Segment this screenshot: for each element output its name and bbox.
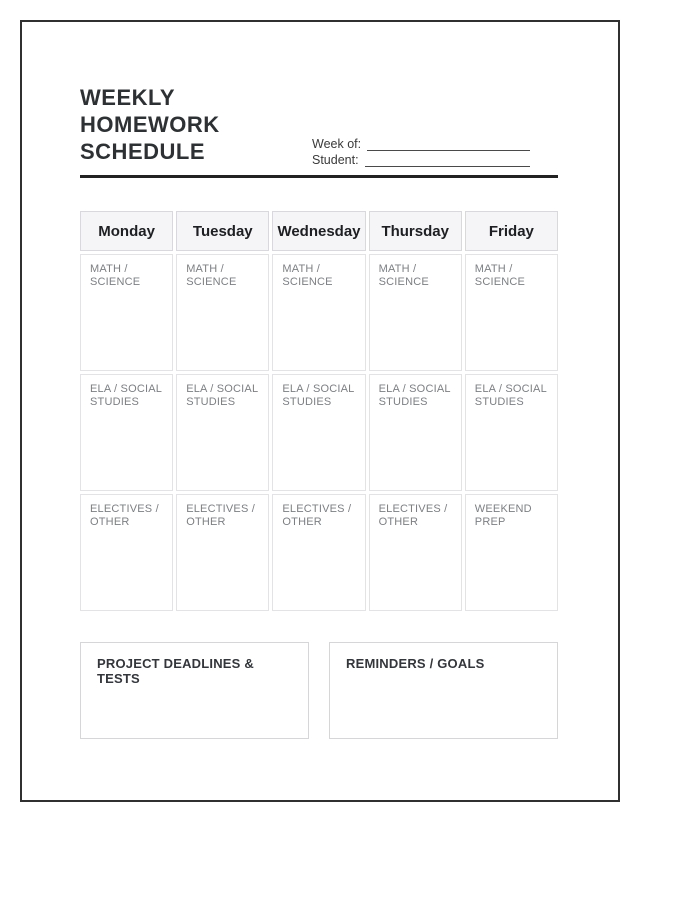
cell-label: ELA / SOCIAL STUDIES: [282, 383, 355, 408]
cell-label: ELECTIVES / OTHER: [282, 503, 352, 528]
reminders-goals-title: REMINDERS / GOALS: [346, 656, 485, 671]
day-header-wednesday: Wednesday: [272, 211, 365, 251]
cell-label: ELECTIVES / OTHER: [186, 503, 256, 528]
day-header-thursday: Thursday: [369, 211, 462, 251]
schedule-cell-tuesday-ela[interactable]: [176, 374, 269, 491]
title-line-2: HOMEWORK: [80, 112, 220, 137]
cell-label: ELECTIVES / OTHER: [90, 503, 159, 528]
week-of-blank-line[interactable]: [367, 138, 530, 151]
cell-label: ELECTIVES / OTHER: [378, 503, 448, 528]
cell-label: ELA / SOCIAL STUDIES: [378, 383, 451, 408]
day-header-monday: Monday: [80, 211, 173, 251]
header: [80, 84, 558, 167]
cell-label: MATH / SCIENCE: [378, 263, 429, 288]
student-field: [312, 151, 530, 167]
schedule-cell-wednesday-math[interactable]: [272, 254, 365, 371]
page-content: [80, 84, 558, 739]
cell-label: MATH / SCIENCE: [282, 263, 333, 288]
schedule-cell-monday-electives[interactable]: [80, 494, 173, 611]
schedule-cell-friday-ela[interactable]: [465, 374, 558, 491]
cell-label: WEEKEND PREP: [474, 503, 532, 528]
schedule-cell-tuesday-math[interactable]: [176, 254, 269, 371]
project-deadlines-title: PROJECT DEADLINES & TESTS: [97, 656, 254, 686]
schedule-cell-thursday-electives[interactable]: [369, 494, 462, 611]
schedule-cell-thursday-ela[interactable]: [369, 374, 462, 491]
page-frame: [20, 20, 620, 802]
day-header-friday: Friday: [465, 211, 558, 251]
schedule-cell-wednesday-electives[interactable]: [272, 494, 365, 611]
student-label: Student:: [312, 153, 359, 167]
cell-label: MATH / SCIENCE: [474, 263, 526, 288]
reminders-goals-box[interactable]: [329, 642, 558, 739]
schedule-cell-tuesday-electives[interactable]: [176, 494, 269, 611]
title-line-1: WEEKLY: [80, 85, 176, 110]
schedule-cell-thursday-math[interactable]: [369, 254, 462, 371]
cell-label: ELA / SOCIAL STUDIES: [90, 383, 162, 408]
page-title: [80, 84, 220, 165]
week-of-label: Week of:: [312, 137, 362, 151]
cell-label: MATH / SCIENCE: [90, 263, 141, 288]
schedule-table: [80, 211, 558, 611]
cell-label: MATH / SCIENCE: [186, 263, 237, 288]
title-line-3: SCHEDULE: [80, 139, 206, 164]
schedule-cell-monday-math[interactable]: [80, 254, 173, 371]
student-blank-line[interactable]: [365, 154, 530, 167]
project-deadlines-box[interactable]: [80, 642, 309, 739]
schedule-cell-friday-math[interactable]: [465, 254, 558, 371]
schedule-cell-wednesday-ela[interactable]: [272, 374, 365, 491]
schedule-cell-monday-ela[interactable]: [80, 374, 173, 491]
fill-in-fields: [312, 135, 530, 167]
day-header-tuesday: Tuesday: [176, 211, 269, 251]
notes-section: [80, 642, 558, 739]
week-of-field: [312, 135, 530, 151]
cell-label: ELA / SOCIAL STUDIES: [186, 383, 258, 408]
schedule-cell-friday-weekend-prep[interactable]: [465, 494, 558, 611]
cell-label: ELA / SOCIAL STUDIES: [474, 383, 547, 408]
divider-rule: [80, 175, 558, 178]
